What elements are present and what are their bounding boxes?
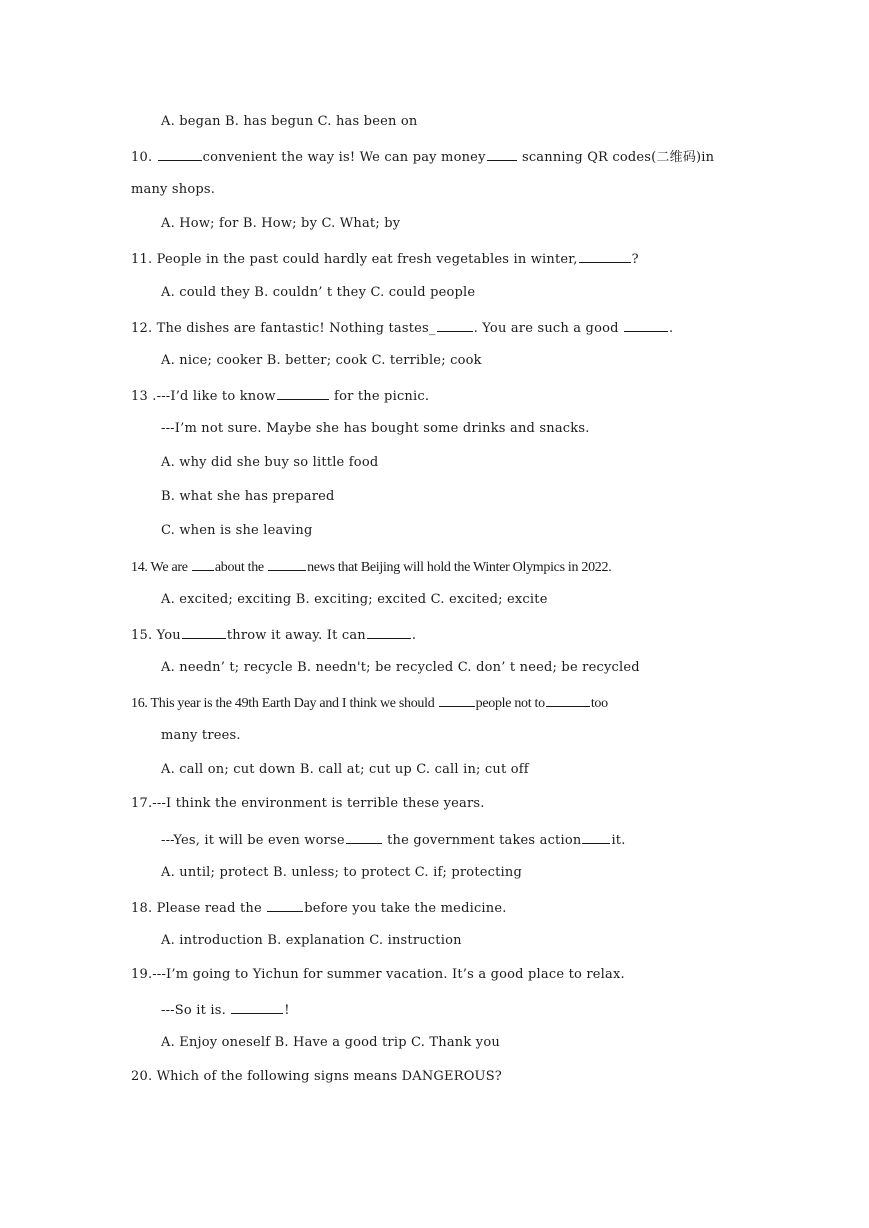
q16-stem: 16. This year is the 49th Earth Day and I think we should people not to too [131, 693, 608, 713]
q16-stem-cont: many trees. [161, 728, 241, 743]
q11-stem: 11. People in the past could hardly eat fresh vegetables in winter, ? [131, 249, 639, 269]
q19-stem: 19.---I’m going to Yichun for summer vacation. It’s a good place to relax. [131, 967, 625, 982]
answer-blank [277, 386, 329, 400]
q19-options: A. Enjoy oneself B. Have a good trip C. Thank you [161, 1035, 500, 1050]
q18-stem: 18. Please read the before you take the medicine. [131, 898, 507, 918]
q14-options: A. excited; exciting B. exciting; excited C. excited; excite [161, 592, 548, 607]
q15-options: A. needn’ t; recycle B. needn't; be recycled C. don’ t need; be recycled [161, 660, 640, 675]
answer-blank [231, 1000, 283, 1014]
answer-blank [487, 147, 517, 161]
answer-blank [439, 693, 475, 707]
q20-stem: 20. Which of the following signs means DANGEROUS? [131, 1069, 502, 1084]
q18-options: A. introduction B. explanation C. instruction [161, 933, 462, 948]
answer-blank [158, 147, 202, 161]
answer-blank [624, 318, 668, 332]
answer-blank [546, 693, 590, 707]
q12-options: A. nice; cooker B. better; cook C. terrible; cook [161, 353, 482, 368]
q10-stem-cont: many shops. [131, 182, 216, 197]
q13-option-a: A. why did she buy so little food [161, 455, 379, 470]
q19-reply: ---So it is. ! [161, 1000, 290, 1020]
q12-stem: 12. The dishes are fantastic! Nothing tastes_ . You are such a good . [131, 318, 673, 338]
answer-blank [268, 557, 306, 571]
q13-reply: ---I’m not sure. Maybe she has bought some drinks and snacks. [161, 421, 590, 436]
q11-options: A. could they B. couldn’ t they C. could people [161, 285, 476, 300]
answer-blank [267, 898, 303, 912]
q10-stem: 10. convenient the way is! We can pay money scanning QR codes(二维码)in [131, 147, 714, 167]
q14-stem: 14. We are about the news that Beijing will hold the Winter Olympics in 2022. [131, 557, 611, 577]
q16-options: A. call on; cut down B. call at; cut up C. call in; cut off [161, 762, 529, 777]
q10-options: A. How; for B. How; by C. What; by [161, 216, 401, 231]
answer-blank [582, 830, 610, 844]
answer-blank [346, 830, 382, 844]
q17-reply: ---Yes, it will be even worse the government takes action it. [161, 830, 626, 850]
answer-blank [192, 557, 214, 571]
q13-option-b: B. what she has prepared [161, 489, 335, 504]
answer-blank [367, 625, 411, 639]
q9-options: A. began B. has begun C. has been on [161, 114, 418, 129]
q13-stem: 13 .---I’d like to know for the picnic. [131, 386, 429, 406]
q17-options: A. until; protect B. unless; to protect C. if; protecting [161, 865, 523, 880]
answer-blank [437, 318, 473, 332]
q13-option-c: C. when is she leaving [161, 523, 313, 538]
q15-stem: 15. You throw it away. It can . [131, 625, 416, 645]
answer-blank [579, 249, 631, 263]
answer-blank [182, 625, 226, 639]
q17-stem: 17.---I think the environment is terrible these years. [131, 796, 485, 811]
